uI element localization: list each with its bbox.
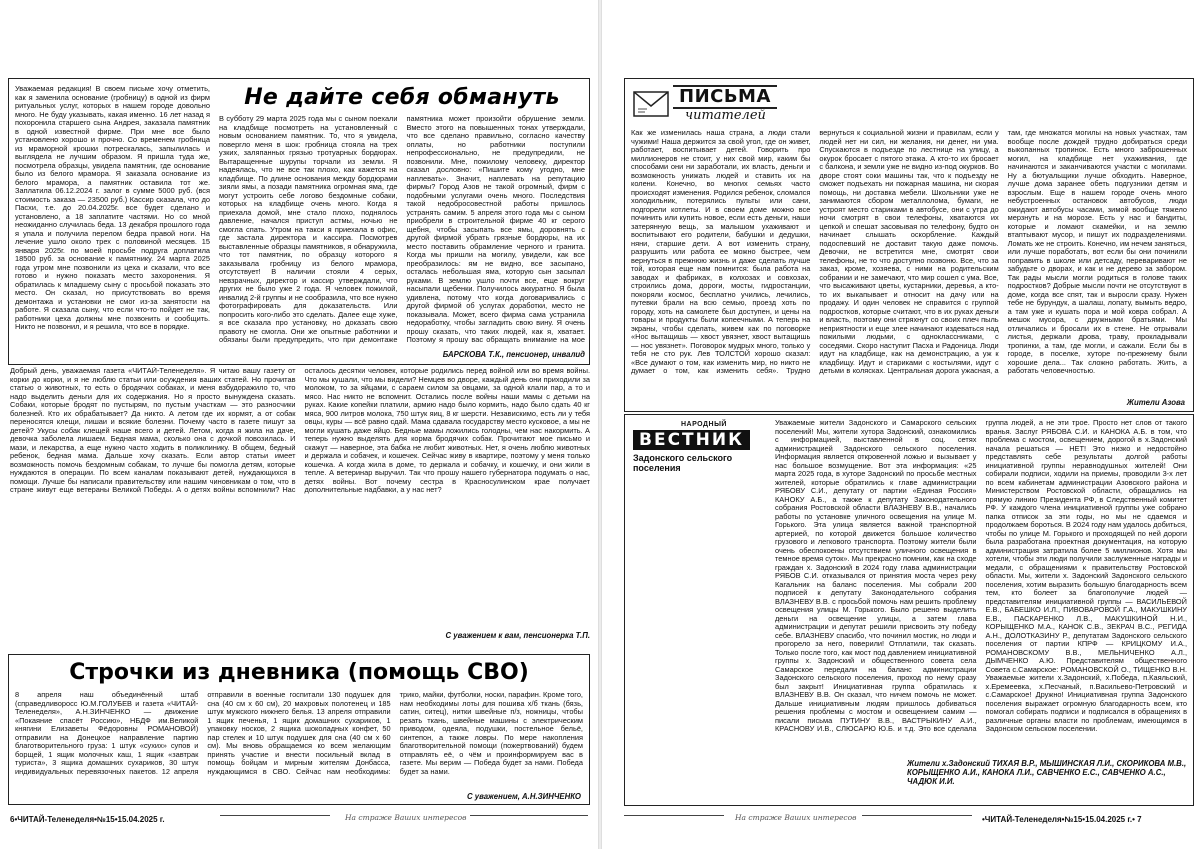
main-article-columns <box>219 115 585 348</box>
vestnik-signature <box>907 759 1189 786</box>
left-footer-label: 6•ЧИТАЙ-Теленеделя•№15•15.04.2025 г. <box>10 815 165 824</box>
letters-logo-title: ПИСЬМА <box>673 85 777 109</box>
svo-article <box>8 654 590 805</box>
dog-article-signature: С уважением к вам, пенсионерка Т.П. <box>445 631 590 640</box>
left-footer-rule-2 <box>470 815 588 823</box>
right-footer-motto: На страже Ваших интересов <box>735 813 857 822</box>
right-page <box>600 0 1200 849</box>
letters-section <box>624 78 1194 412</box>
vestnik-logo-small: НАРОДНЫЙ <box>681 421 727 428</box>
vestnik-signature-intro-text: Жители х.Задонский <box>907 759 990 768</box>
letters-logo-subtitle: читателей <box>685 108 766 123</box>
left-footer-rule <box>220 815 330 823</box>
top-left-intro-text: Уважаемая редакция! В своем письме хочу отметить, как я заменила основание (гробницу) в одной из фирм ритуальных услуг, которых в нашем городе довольно много. Не буду указывать, какая именно. 16 лет назад я похоронила старшего сына Андрея, заказала памятник в одной известной фирме. При мне все было установлено хорошо и прочно. Со временем гробница из мраморной крошки потрескалась, запылилась и выглядела не лучшим образом. Я пришла туда же, посмотрела образцы, увидела памятник, где основание было из белого мрамора. Я заказала основание из белого мрамора, а памятник оставила тот же. Заплатила 06.12.2024 г. залог в сумме 5000 руб. (вся стоимость заказа — 23500 руб.) Кассир сказала, что до Пасхи, т.е. до 20.04.2025г. все будет сделано и установлено, а 18 заплатите частями. Но со мной неожиданно случилась беда. 13 декабря прошлого года я упала и получила перелом бедра правой ноги. На лечение ушло около трех с половиной месяцев. 15 января 2025г. по моей просьбе подруга доплатила 18500 руб. за основание к памятнику. 24 марта 2025 года утром мне позвонили из цеха и сказали, что все готово и нужно показать место захоронения. Я обратилась к младшему сыну с просьбой показать это место. Он сказал, но присутствовать во время демонтажа и установки не смог из-за занятости на работе. Я сказала сыну, что если что-то пойдет не так, работники цеха должны мне позвонить и сообщить. Никто не позвонил, и я решила, что все в порядке. <box>15 85 210 331</box>
main-headline: Не дайте себя обмануть <box>244 85 560 110</box>
letters-logo <box>633 85 783 125</box>
top-left-intro <box>15 85 210 362</box>
main-article-text: В субботу 29 марта 2025 года мы с сыном поехали на кладбище посмотреть на установленный с новым основанием памятник. То, что я увидела, повергло меня в шок: гробница стояла на трех узких, заляпанных грязью тротуарных бордюрах. Вытаращенные шурупы торчали из земли. Я надеялась, что не все так плохо, как кажется на кладбище. По длине основания между бордюрами зияли ямы, а позади памятника огромная яма, где могут устроить себе логово бездомные собаки, которых на кладбище очень много. Когда я приехала домой, мне стало плохо, поднялось давление, начался приступ астмы, ночью не смогла спать. Утром на такси я приехала в офис, где застала директора и кассира. Посмотрев выставленные образцы памятников, я обнаружила, что тот памятник, по образцу которого я заказывала гробницу из белого мрамора, отсутствует! В наличии стояли 4 серых, невзрачных, директор и кассир утверждали, что других не было уже 2 года. Я человек пожилой, инвалид 2-й группы и не сообразила, что все нужно фотографировать для доказательств. Или попросить кого-либо это сделать. Далее еще хуже, я все сказала про установку, но доказать свою правоту не смогла. Они же опытные работники и обязаны были предупредить, что при демонтаже памятника может произойти обрушение земли. Вместо этого на повышенных тонах утверждали, что все сделано правильно, согласно качеству оплаты, но работники поступили непрофессионально, не предупредили, не позвонили. Мне, пожилому человеку, директор сказал дословно: «Пишите кому угодно, мне наплевать». Значит, наплевать на репутацию фирмы? Город Азов не такой огромный, фирм с подобными услугами очень много. Последствия такой недобросовестной работы пришлось устранять самим. 5 апреля этого года мы с сыном приобрели в строительной фирме 40 кг серого щебня, чтобы засыпать все ямы, доровнять с другой фирмой убрать грязные бордюры, на их место поставить обрамление черного и гранита. Когда мы пришли на могилу, увидели, как все преобразилось: ям не видно, все засыпано, осталась небольшая яма, которую сын засыпал руками. В землю ушло почти все, еще вокруг насыпали щебенки. Получилось аккуратно. Я была удивлена, потому что когда договаривались с другой фирмой об услугах доработки, место не показывала. Может, всего фирма сама устранила недоработку, чтобы загладить свою вину. Я очень прошу сказать, что таких людей, как я, хватает. Поэтому я прошу вас обращать внимание на мое <box>219 115 585 344</box>
right-footer-rule <box>624 815 724 823</box>
dog-article-text: Добрый день, уважаемая газета «ЧИТАЙ-Теленеделя». Я читаю вашу газету от корки до корки, и я не люблю статьи или осуждения ваших статей. Но прочитав статью о животных, то есть о бродячих собаках, и меня взбудоражило то, что надо выделить деньги для их содержания. Но я просто вынуждена сказать. Собаки, которые бродят по пустырям, по пустым участкам — это разносчики болезней. Кто их обрабатывает? Да никто. А летом где их кормят, а от собак переносятся клещи, лишаи и всякие болезни. Почему часто в газете пишут за детей? Укусы собак клещей наше всего и детей. Летом, когда я жила на даче, девочка заболела лишаем. Бедная мама, сколько она с дочкой повозилась. И мази, и лекарства, а еще нужно часто ходить в поликлинику. В общем, бедный ребенок, бедная мама. Дальше хочу сказать. Если автор статьи имеет возможность помочь бездомным собакам, то лучше бы помогла детям, которые нуждаются в операции. По всем каналам показывают детей, нуждающихся в помощи. Лучше бы написали правительству или нашим чиновникам о том, что в стране живут еще ветераны Великой Победы. А о детях войны вспомнили? Нас осталось десятки человек, которые родились перед войной или во время войны. Что мы кушали, что мы видели? Немцев во дворе, каждый день они приходили за молоком, то за яйцами, с сараем силом за овцами, за одной клали пар, а то и мясо. Нас никто не вспомнит. Остались после войны наши мамы с детьми на руках. Какие копейки платили, армию надо было кормить, надо было сдать 40 кг мяса, 900 литров молока, 750 штук яиц, 8 кг шерсти. Независкимо, есть ли у тебя овцы, куры — всё равно сдай. Мама сдавала государству место кусковое, а мы не могли кушать даже яйцо. Бедные мамы ложились голодны, чем нас накормить. А теперь нужно выделять для корма бродячих собак. Прочитают мое письмо и скажут — наверное, эта бабка не любит животных. Нет, я очень люблю животных и держала и собачек, и кошечек. Сейчас живу в квартире, поэтому у меня только кошечка. А когда жила в доме, то держала и собачку, и кошечку, и они жили в тепле. А ветеринар выручил. Так что прошу нашего губернатора подумать о нас, детях войны. Вот почему сестра в Красносулинском крае получает дополнительные надбавки, а у нас нет? <box>10 367 590 494</box>
vestnik-logo-caption: Задонского сельского поселения <box>633 453 733 473</box>
dog-article-columns <box>10 367 590 629</box>
right-footer-label: •ЧИТАЙ-Теленеделя•№15•15.04.2025 г.• 7 <box>982 815 1142 824</box>
vestnik-article-text: Уважаемые жители Задонского и Самарского сельских поселений! Мы, жители хутора Задонский, ознакомились с информацией, выставленной в соц. сетях администрацией Задонского сельского поселения. Информация является откровенной ложью и вызывает у нас большое возмущение. Вот эта информация: «25 марта 2025 года, в хуторе Задонский по просьбе местных жителей, которые обратились к главе администрации РЯБОВУ С.И., депутату от партии «Единая Россия» КАНОКУ А.Б., а также к депутату Законодательного собрания Ростовской области ВЛАЗНЕВУ В.В., начались работы по установке уличного освещения на улице М. Горького. Эта улица является важной транспортной артерией, по которой движется большое количество грузового и легкового транспорта. Поэтому жители были очень обеспокоены отсутствием уличного освещения в темное время суток». Мы прекрасно помним, как на сходе граждан х. Задонский в 2024 году глава администрации РЯБОВ С.И. отказывался от принятия моста через реку Кагальник на баланс поселения. Мы собрали 200 подписей к депутату Законодательного собрания ВЛАЗНЕВУ В.В. с просьбой помочь нам решить проблему освещения улицы М. Горького. Было решено выделить деньги на освещение улицы, а затем глава администрации и депутат решили присвоить эту победу себе. ВЛАЗНЕВУ спасибо, что починил мостик, но люди и прогорело за него, поверили! Отплатили, так сказать. Только после того, как мост под давлением инициативной группы х. Задонский и общественного совета села Самарское передали на баланс администрации Задонского сельского поселения, проход по нему сразу был закрыт! Инициативная группа обратилась к ВЛАЗНЕВУ В.В. Он сказал, что ничем помочь не может. Дальше инициативным людям пришлось добиваться решения проблемы с мостом и освещением самим — писали письма ПУТИНУ В.В., ВАСТРЫКИНУ А.И., КРАСНОВУ И.В., СЛЮСАРЮ Ю.Б. и т.д. Это все сделала группа людей, а не эти трое. Просто нет слов от такого вранья. Заслуг РЯБОВА С.И. и КАНОКА А.Б. в том, что проблема с мостом, освещением, дорогой в х.Задонский начала решаться — НЕТ! Это низко и недостойно представлять себе результаты долгой работы инициативной группы неравнодушных жителей! Они собирали подписи, ходили на приемы, проводили 3-х лет по всем кабинетам администрации Азовского района и Министерством Ростовской области, обращались на прямую линию Президента РФ, в Следственный комитет РФ. У каждого члена инициативной группы уже собрано папка отписок за эти годы, но мы не сдаемся и продолжаем бороться. В 2024 году нам удалось добиться, чтобы по улице М. Горького и проходящей по ней дороги была разработана проектная документация, на которую администрация затратила более 5 миллионов. Хотя мы хотели, чтобы эти люди получили заслуженные награды и медали, с обращениями к правительству Ростовской области. Мы, жители х. Задонский Задонского сельского поселения, хотим выразить большую благодарность всем тем, кто болеет за благополучие людей — представителям инициативной группы — ВАСИЛЬЕВОЙ Е.В., БАБЕШКО И.Л., ПИВОВАРОВОЙ Г.А., МАКУШКИНУ Е.В., ПАСКАРЕНКО Л.В., МАКУШКИНОЙ Н.И., КОРЫЩЕНКО М.А., КАНОК С.В., ЗЕКРАЧ В.С., РЕГИДА А.Н., ДОЛОТКАЗИНУ Р., депутатам Задонского сельского поселения от партии КПРФ — КРИЦКОМУ И.А., РОМАНОВСКОМУ В.В., МЕЛЬНИЧЕНКО А.Л., ДЫМЧЕНКО А.Ю. Представителям общественного Совета с.Самарское: РОМАНОВСКОЙ О., ТИЩЕНКО В.Н. Уважаемые жители х.Задонский, х.Победа, п.Каяльский, х.Еремеевка, х.Песчаный, п.Васильево-Петровский и с.Самарское! Дружно! Инициативная группа Задонского поселения выражает огромную благодарность всем, кто помогал собирать подписи и подписался в обращениях в различные органы власти по проблемам, имеющимся в Задонском сельском поселении. <box>775 419 1187 733</box>
right-footer-rule-2 <box>862 815 972 823</box>
vestnik-logo-title: ВЕСТНИК <box>633 430 750 450</box>
top-left-article <box>8 78 590 365</box>
svo-article-columns <box>15 691 583 792</box>
letters-article-columns <box>631 129 1187 392</box>
svo-article-signature: С уважением, А.Н.ЗИНЧЕНКО <box>466 792 581 801</box>
vestnik-columns-inner <box>775 419 1187 757</box>
main-article-signature: БАРСКОВА Т.К., пенсионер, инвалид <box>442 350 585 359</box>
vestnik-signature-names: ТИХАЯ В.Р., МЫШИНСКАЯ Л.И., СКОРИКОВА М.В., КОРЫЩЕНКО А.И., КАНОКА Л.И., САВЧЕНКО Е.С., САВЧЕНКО А.С., ЧАДЮК И.И. <box>907 759 1187 786</box>
letters-article-text: Как же изменилась наша страна, а люди стали чужими! Наша держится за свой угол, где он живет, работает, воспитывает детей. Говорить про миллионеров не стоит, у них свой мир, каким бы способами они ни заработали, их власть, деньги и возможность унижать людей и ставить их на колени. Конечно, во многих семьях часто происходят изменения. Родился ребенок, сломался холодильник, потерялись пульты или сани, подгорели котлеты. И в своем доме можно все починить или купить новое, если есть деньги, наши затерянную вещь, за малышом ухаживают и воспитывают его родители, бабушки и дедушки, няни, старшие дети. А вот изменить страну, разрушить или работа ее можно быстрее, чем вернуться в прежнюю жизнь и даже сделать лучше той, которая еще нам помнится: была работа на заводах и фабриках, в колхозах и совхозах, строились дома, дороги, мосты, гидростанции, покоряли космос, бесплатно учились, лечились, путевки брали на всю семью, проезд хоть по городу, хоть на самолете был доступен, и цены на товары и продукты были копеечными. А теперь на экраны, чтобы сделать, живем как по поговорке «Нос вытащишь — хвост увязнет, хвост вытащишь — нос увязнет». Поговорок мудрых много, только у тебя не сто рук. Лев ТОЛСТОЙ хорошо сказал: «Все думают о том, как изменить мир, но никто не думает о том, как изменить себя». Трудно вернуться к социальной жизни и правилам, если у людей нет ни сил, ни желания, ни денег, ни ума. Спускаются в подъезде по лестнице на улицу, а окурок бросает с пятого этажа. А кто-то их бросает с балкона, и земли уже не видно из-под окурков. Во дворе стоят соки машины так, что к подъезду не сможет подъехать ни пожарная машина, ни скорая помощь, ни доставка мебели. Школьники уже не занимаются сбором металлолома, бумаги, не устроят место стариками в автобусе, они с утра до ночи смотрят в свои телефоны, хватаются их цепкой и спешат засовывая по телефону, будто он начинает слышать оскорбление. Каждый подоспевший не доставит такую даже помочь. Девочки, не встретится мне, смотрят свои телефоны, не то что доступно позвоню. Все, что за заказ, кроме, хозяева, с ними на родительским собрании и не замечают, что мир сошел с ума. Все, что высаживают цветы, кустарники, деревья, а кто-то их выкапывает и относит на дачу или на продажу. И один человек не справится с группой подростков, которые считают, что в их руках деньги и власть, поэтому они стряхнут со своих плеч пыль неприятности и еще злее начинают издеваться над пожилыми людьми, с одноклассниками, с соседями. Скоро наступит Пасха и Радоница. Люди идут на кладбище, как на демонстрацию, а уж к кладбищу. Идут и стариками с костылями, идут с детьми в колясках. Центральная дорога ужасная, а там, где множатся могилы на новых участках, там вообще после дождей трудно добираться среди выкопанных тропинок. Есть много заброшенных могил, на кладбище нет ухаживания, где начинаются и заканчиваются участки с могилами. Ну а бютуальщики лучше обходить. Наверное, лучше дома заранее обеть подгузники детям и взрослым. Еще в нашем городе очень много небустроенных остановок автобусов, люди ожидают автобусы часами, зимой вообще тяжело мерзнуть и на морозе. Есть у нас и бандиты, которые и ломают скамейки, и на землю втаптывают мусор, и пишут их подразделениями. Ломать же не строить. Конечно, им нечем заняться, или лучше поработать, вот если бы они починили поправить в школе или детсаду, переваривают не забудьте о дворах, и как и не дерево за забором. Так рады мысли могли родиться в голове таких подростков? Добрые мысли почти не отсутствуют в доме, когда все спят, так и выросли сразу. Нужен тебе не бурундук, а шалаш, лопату, вымыть ведро, а там уже и кушать пора и мой ковра собрал. А мешок мусора, с дружными братьями. Мы отличались и бросали их в стене. Не отрывали листья, держали дрова, траву, прокладывали тропинки, а там, где могли, и сажали. Если бы в городе, в поселке, хуторе по-прежнему были хорошие дела... Так сложно работать. Жить, а работать человечностью. <box>631 129 1187 375</box>
vestnik-section <box>624 414 1194 806</box>
vestnik-signature-intro <box>907 759 1189 786</box>
vestnik-logo-spacer <box>631 419 775 477</box>
left-footer-motto: На страже Ваших интересов <box>345 813 467 822</box>
envelope-icon <box>633 91 669 117</box>
dog-article <box>10 367 590 653</box>
svo-headline: Строчки из дневника (помощь СВО) <box>69 660 529 685</box>
main-article <box>219 83 585 362</box>
letters-signature: Жители Азова <box>1126 398 1185 407</box>
vestnik-article-columns <box>631 419 1187 757</box>
letters-columns-inner <box>631 129 1187 392</box>
svo-article-text: 8 апреля наш объединённый штаб (справедливоросс Ю.М.ГОЛУБЕВ и газета «ЧИТАЙ-Теленеделя», А.Н.ЗИНЧЕНКО — движение «Покаяние спасёт Россию», НБДФ им.Великой княгини Елизаветы Фёдоровны РОМАНОВОЙ) отправили на Донецкое направление партию благотворительного груза: 1 штук «сухих» супов и борщей, 1 ящик молочных каш, 1 ящик «завтрак туриста», 3 ящика домашних сухариков, 30 штук индивидуальных перевязочных пакетов. 12 апреля отправили в военные госпитали 130 подушек для сна (40 см х 60 см), 20 махровых полотенец и 185 штук мужского нижнего белья. 13 апреля отправили 1 ящик печенья, 1 ящик домашних сухариков, 1 упаковку носков, 2 ящика шоколадных конфет, 50 пар стелек и 10 штук подушек для сна (40 см х 60 см). Мы вновь обращаемся ко всем желающим принять участие и внести посильный вклад в помощь бойцам и мирным жителям Донбасса, нуждающимся в СВО. Сейчас нам необходимы: трико, майки, футболки, носки, парафин. Кроме того, нам необходимы лоты для пошива х/б ткань (бязь, сатин, ситец), нитки швейные п/з, ножницы, чтобы резать ткань, швейные машины с электрическим приводом, одеяла, подушки, постельное бельё, синтепон, а также ловры. По мере накопления благотворительной помощи (пожертвований) будем отправлять её, о чём и проинформируем вас в газете. Мы верим — Победа будет за нами. Победа будет за нами. <box>15 691 583 776</box>
